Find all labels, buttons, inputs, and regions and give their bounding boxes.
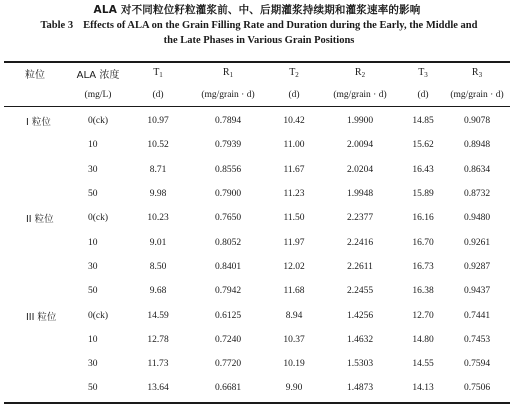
table-row <box>4 303 510 327</box>
table-row <box>4 109 510 133</box>
cell-group: I 粒位 <box>26 117 51 129</box>
cell-t1: 8.50 <box>149 261 167 272</box>
cell-r3: 0.9437 <box>463 286 491 297</box>
cell-r3: 0.7594 <box>463 359 491 370</box>
cell-r2: 1.9948 <box>346 189 374 200</box>
cell-ala: 30 <box>88 261 98 272</box>
cell-t3: 16.38 <box>412 286 434 297</box>
cell-r3: 0.8634 <box>463 164 491 175</box>
table-row <box>4 376 510 400</box>
cell-group: III 粒位 <box>26 311 57 323</box>
cell-group <box>4 279 66 303</box>
cell-t1: 10.97 <box>147 116 169 127</box>
cell-t2: 9.90 <box>285 383 303 394</box>
cell-t1: 12.78 <box>147 334 169 345</box>
cell-t1: 14.59 <box>147 310 169 321</box>
table-row <box>4 328 510 352</box>
cell-r3: 0.7506 <box>463 383 491 394</box>
cell-r2: 2.2611 <box>347 261 373 272</box>
table-title-line2: the Late Phases in Various Grain Positions <box>163 34 355 46</box>
cell-ala: 0(ck) <box>88 116 109 127</box>
table-title-line1: Effects of ALA on the Grain Filling Rate and Duration during the Early, the Middle and <box>83 20 478 31</box>
cell-group <box>4 376 66 400</box>
cell-r3: 0.9480 <box>463 213 491 224</box>
cell-r2: 1.5303 <box>346 359 374 370</box>
cell-t1: 8.71 <box>149 164 167 175</box>
cell-r2: 2.2377 <box>346 213 374 224</box>
col-header-t2: $T_2$ <box>289 67 299 79</box>
unit-position <box>4 84 66 106</box>
cell-group <box>4 182 66 206</box>
cell-t3: 14.55 <box>412 359 434 370</box>
unit-t1: (d) <box>152 90 164 100</box>
cell-t1: 11.73 <box>147 359 169 370</box>
cell-t2: 11.97 <box>283 237 305 248</box>
cell-t3: 16.73 <box>412 261 434 272</box>
cell-t3: 16.16 <box>412 213 434 224</box>
cell-t1: 9.68 <box>149 286 167 297</box>
cell-r3: 0.7453 <box>463 334 491 345</box>
cell-r3: 0.7441 <box>463 310 491 321</box>
bottom-rule <box>4 402 510 404</box>
cell-t3: 15.62 <box>412 140 434 151</box>
cell-ala: 10 <box>88 237 98 248</box>
cell-r2: 1.9900 <box>346 116 374 127</box>
cell-t3: 14.80 <box>412 334 434 345</box>
table-row <box>4 279 510 303</box>
cell-t2: 10.19 <box>283 359 305 370</box>
header-row <box>4 62 510 84</box>
cell-t2: 12.02 <box>283 261 305 272</box>
cell-t1: 9.01 <box>149 237 167 248</box>
cell-t3: 16.70 <box>412 237 434 248</box>
cell-r2: 2.0094 <box>346 140 374 151</box>
cell-t1: 10.23 <box>147 213 169 224</box>
cell-r1: 0.7894 <box>214 116 242 127</box>
cell-t3: 14.85 <box>412 116 434 127</box>
cell-r2: 1.4632 <box>346 334 374 345</box>
cell-r2: 2.0204 <box>346 164 374 175</box>
cell-r2: 2.2455 <box>346 286 374 297</box>
col-header-t3: $T_3$ <box>418 67 428 79</box>
col-header-ala: ALA 浓度 <box>76 69 120 81</box>
col-header-r2: $R_2$ <box>354 67 366 79</box>
cell-ala: 10 <box>88 140 98 151</box>
units-row <box>4 84 510 106</box>
cell-ala: 50 <box>88 189 98 200</box>
unit-ala: (mg/L) <box>84 90 112 100</box>
cell-t3: 16.43 <box>412 164 434 175</box>
table-row <box>4 230 510 254</box>
cell-ala: 30 <box>88 359 98 370</box>
cell-ala: 0(ck) <box>88 213 109 224</box>
table-row <box>4 133 510 157</box>
cell-r3: 0.9261 <box>463 237 491 248</box>
col-header-position: 粒位 <box>25 69 45 81</box>
col-header-t1: $T_1$ <box>153 67 163 79</box>
cell-t1: 13.64 <box>147 383 169 394</box>
table-row <box>4 255 510 279</box>
cell-r1: 0.6125 <box>214 310 242 321</box>
table-row <box>4 182 510 206</box>
table-label: Table 3 <box>40 20 74 31</box>
cell-r1: 0.7720 <box>214 359 242 370</box>
cell-t2: 10.42 <box>283 116 305 127</box>
cell-group <box>4 230 66 254</box>
cell-r2: 1.4873 <box>346 383 374 394</box>
cell-group <box>4 133 66 157</box>
cell-r3: 0.9078 <box>463 116 491 127</box>
unit-t3: (d) <box>417 90 429 100</box>
cell-ala: 10 <box>88 334 98 345</box>
cell-group <box>4 255 66 279</box>
cell-group <box>4 352 66 376</box>
cell-r2: 1.4256 <box>346 310 374 321</box>
table-title-chinese: ALA 对不同粒位籽粒灌浆前、中、后期灌浆持续期和灌浆速率的影响 <box>93 4 421 16</box>
cell-t1: 10.52 <box>147 140 169 151</box>
unit-r1: (mg/grain · d) <box>201 90 255 100</box>
col-header-r3: $R_3$ <box>471 67 483 79</box>
cell-t2: 11.68 <box>283 286 305 297</box>
cell-ala: 30 <box>88 164 98 175</box>
cell-t2: 11.23 <box>283 189 305 200</box>
col-header-r1: $R_1$ <box>222 67 234 79</box>
data-table <box>4 62 510 401</box>
cell-t3: 15.89 <box>412 189 434 200</box>
cell-t2: 11.67 <box>283 164 305 175</box>
cell-t2: 11.00 <box>283 140 305 151</box>
cell-t2: 11.50 <box>283 213 305 224</box>
cell-r1: 0.7942 <box>214 286 242 297</box>
cell-group: II 粒位 <box>26 214 54 226</box>
unit-t2: (d) <box>288 90 300 100</box>
cell-t3: 12.70 <box>412 310 434 321</box>
cell-t2: 8.94 <box>285 310 303 321</box>
cell-r1: 0.7900 <box>214 189 242 200</box>
table-title-english <box>6 19 512 48</box>
cell-ala: 50 <box>88 286 98 297</box>
cell-r3: 0.9287 <box>463 261 491 272</box>
cell-t1: 9.98 <box>149 189 167 200</box>
cell-ala: 0(ck) <box>88 310 109 321</box>
unit-r2: (mg/grain · d) <box>333 90 387 100</box>
cell-ala: 50 <box>88 383 98 394</box>
cell-r1: 0.8052 <box>214 237 242 248</box>
cell-r1: 0.7240 <box>214 334 242 345</box>
table-row <box>4 352 510 376</box>
cell-group <box>4 158 66 182</box>
cell-r3: 0.8948 <box>463 140 491 151</box>
cell-r3: 0.8732 <box>463 189 491 200</box>
cell-r1: 0.8556 <box>214 164 242 175</box>
cell-r1: 0.8401 <box>214 261 242 272</box>
unit-r3: (mg/grain · d) <box>450 90 504 100</box>
cell-r2: 2.2416 <box>346 237 374 248</box>
cell-r1: 0.7650 <box>214 213 242 224</box>
table-row <box>4 158 510 182</box>
cell-r1: 0.7939 <box>214 140 242 151</box>
cell-t3: 14.13 <box>412 383 434 394</box>
cell-group <box>4 328 66 352</box>
cell-t2: 10.37 <box>283 334 305 345</box>
cell-r1: 0.6681 <box>214 383 242 394</box>
table-row <box>4 206 510 230</box>
